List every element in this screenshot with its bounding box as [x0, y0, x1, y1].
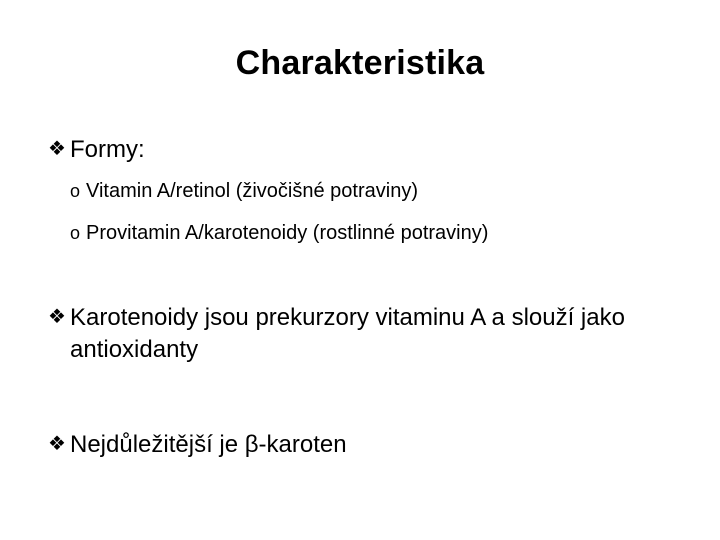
bullet-text: Formy: — [70, 136, 145, 163]
bullet-text: Karotenoidy jsou prekurzory vitaminu A a slouží jako antioxidanty — [70, 304, 625, 363]
bullet-text: Nejdůležitější je β-karoten — [70, 431, 347, 458]
slide-title: Charakteristika — [235, 44, 485, 82]
subbullet-karotenoidy — [70, 220, 488, 246]
diamond-bullet-icon: ❖ — [48, 433, 66, 455]
bullet-beta-karoten — [48, 429, 630, 461]
diamond-bullet-icon: ❖ — [48, 306, 66, 328]
diamond-bullet-icon: ❖ — [48, 138, 66, 160]
circle-bullet-icon: o — [70, 223, 81, 243]
subbullet-text: Vitamin A/retinol (živočišné potraviny) — [86, 180, 418, 202]
bullet-karotenoidy-prekurzory — [48, 302, 630, 366]
bullet-formy — [48, 134, 630, 166]
subbullet-text: Provitamin A/karotenoidy (rostlinné potraviny) — [86, 222, 489, 244]
circle-bullet-icon: o — [70, 181, 81, 201]
subbullet-retinol — [70, 178, 418, 204]
